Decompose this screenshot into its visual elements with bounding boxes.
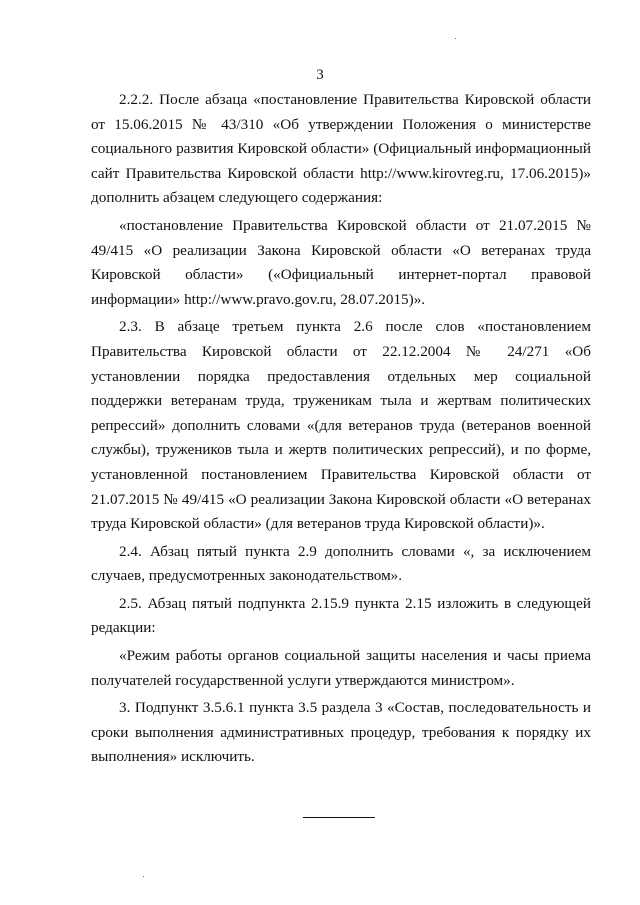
document-body	[91, 88, 591, 770]
end-of-text-line	[303, 817, 375, 818]
scan-speck	[143, 876, 144, 877]
paragraph-3: 3. Подпункт 3.5.6.1 пункта 3.5 раздела 3 «Состав, последовательность и сроки выполнения административных процедур, требования к порядку их выполнения» исключить.	[91, 699, 591, 766]
paragraph-inserted-quote: «постановление Правительства Кировской области от 21.07.2015 № 49/415 «О реализации Закона Кировской области «О ветеранах труда Кировской области» («Официальный интернет-портал правовой информации» http://www.pravo.gov.ru, 28.07.2015)».	[91, 216, 591, 308]
paragraph-2-5: 2.5. Абзац пятый подпункта 2.15.9 пункта 2.15 изложить в следующей редакции:	[91, 594, 591, 637]
paragraph-2-4: 2.4. Абзац пятый пункта 2.9 дополнить словами «, за исключением случаев, предусмотренных законодательством».	[91, 542, 591, 585]
page-number: 3	[316, 67, 324, 83]
paragraph-2-3: 2.3. В абзаце третьем пункта 2.6 после слов «постановлением Правительства Кировской области от 22.12.2004 № 24/271 «Об установлении порядка предоставления отдельных мер социальной поддержки ветеранам труда, труженикам тыла и жертвам политических репрессий» дополнить словами «(для ветеранов труда (ветеранов военной службы), тружеников тыла и жертв политических репрессий), и по форме, установленной постановлением Правительства Кировской области от 21.07.2015 № 49/415 «О реализации Закона Кировской области «О ветеранах труда Кировской области» (для ветеранов труда Кировской области)».	[91, 318, 591, 533]
paragraph-new-wording: «Режим работы органов социальной защиты населения и часы приема получателей государственной услуги утверждаются министром».	[91, 647, 591, 689]
paragraph-2-2-2: 2.2.2. После абзаца «постановление Правительства Кировской области от 15.06.2015 № 43/310 «Об утверждении Положения о министерстве социального развития Кировской области» (Официальный информационный сайт Правительства Кировской области http://www.kirovreg.ru, 17.06.2015)» дополнить абзацем следующего содержания:	[91, 91, 591, 207]
scan-speck	[455, 38, 456, 39]
